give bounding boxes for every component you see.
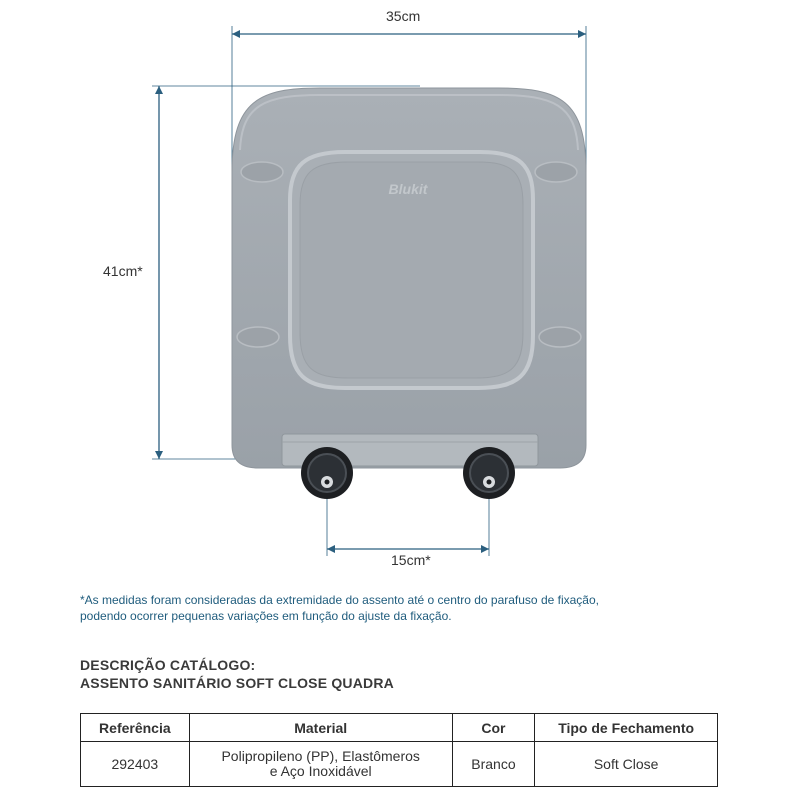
- logo-text: Blukit: [388, 181, 428, 197]
- cell-closing-type: Soft Close: [535, 742, 718, 787]
- table-header-row: [81, 714, 718, 742]
- product-name: ASSENTO SANITÁRIO SOFT CLOSE QUADRA: [80, 675, 394, 691]
- material-line-1: Polipropileno (PP), Elastômeros: [221, 748, 420, 764]
- catalog-heading: DESCRIÇÃO CATÁLOGO:: [80, 657, 256, 673]
- fixing-bolt-right: [463, 447, 515, 499]
- cell-material: [189, 742, 452, 787]
- material-line-2: e Aço Inoxidável: [269, 763, 372, 779]
- bumper: [539, 327, 581, 347]
- toilet-seat: [232, 88, 586, 468]
- height-dimension-label: 41cm*: [103, 263, 143, 279]
- table-row: [81, 742, 718, 787]
- header-closing-type: Tipo de Fechamento: [535, 714, 718, 742]
- bumper: [535, 162, 577, 182]
- header-color: Cor: [452, 714, 535, 742]
- bolt-spacing-label: 15cm*: [391, 552, 431, 568]
- header-material: Material: [189, 714, 452, 742]
- width-dimension-label: 35cm: [386, 8, 421, 24]
- cell-reference: 292403: [81, 742, 190, 787]
- bumper: [237, 327, 279, 347]
- catalog-description: [80, 656, 394, 692]
- cell-color: Branco: [452, 742, 535, 787]
- spec-table: [80, 713, 718, 787]
- header-reference: Referência: [81, 714, 190, 742]
- bumper: [241, 162, 283, 182]
- fixing-bolt-left: [301, 447, 353, 499]
- measurement-note: *As medidas foram consideradas da extremidade do assento até o centro do parafuso de fixação, podendo ocorrer pequenas variações em função do ajuste da fixação.: [80, 593, 599, 623]
